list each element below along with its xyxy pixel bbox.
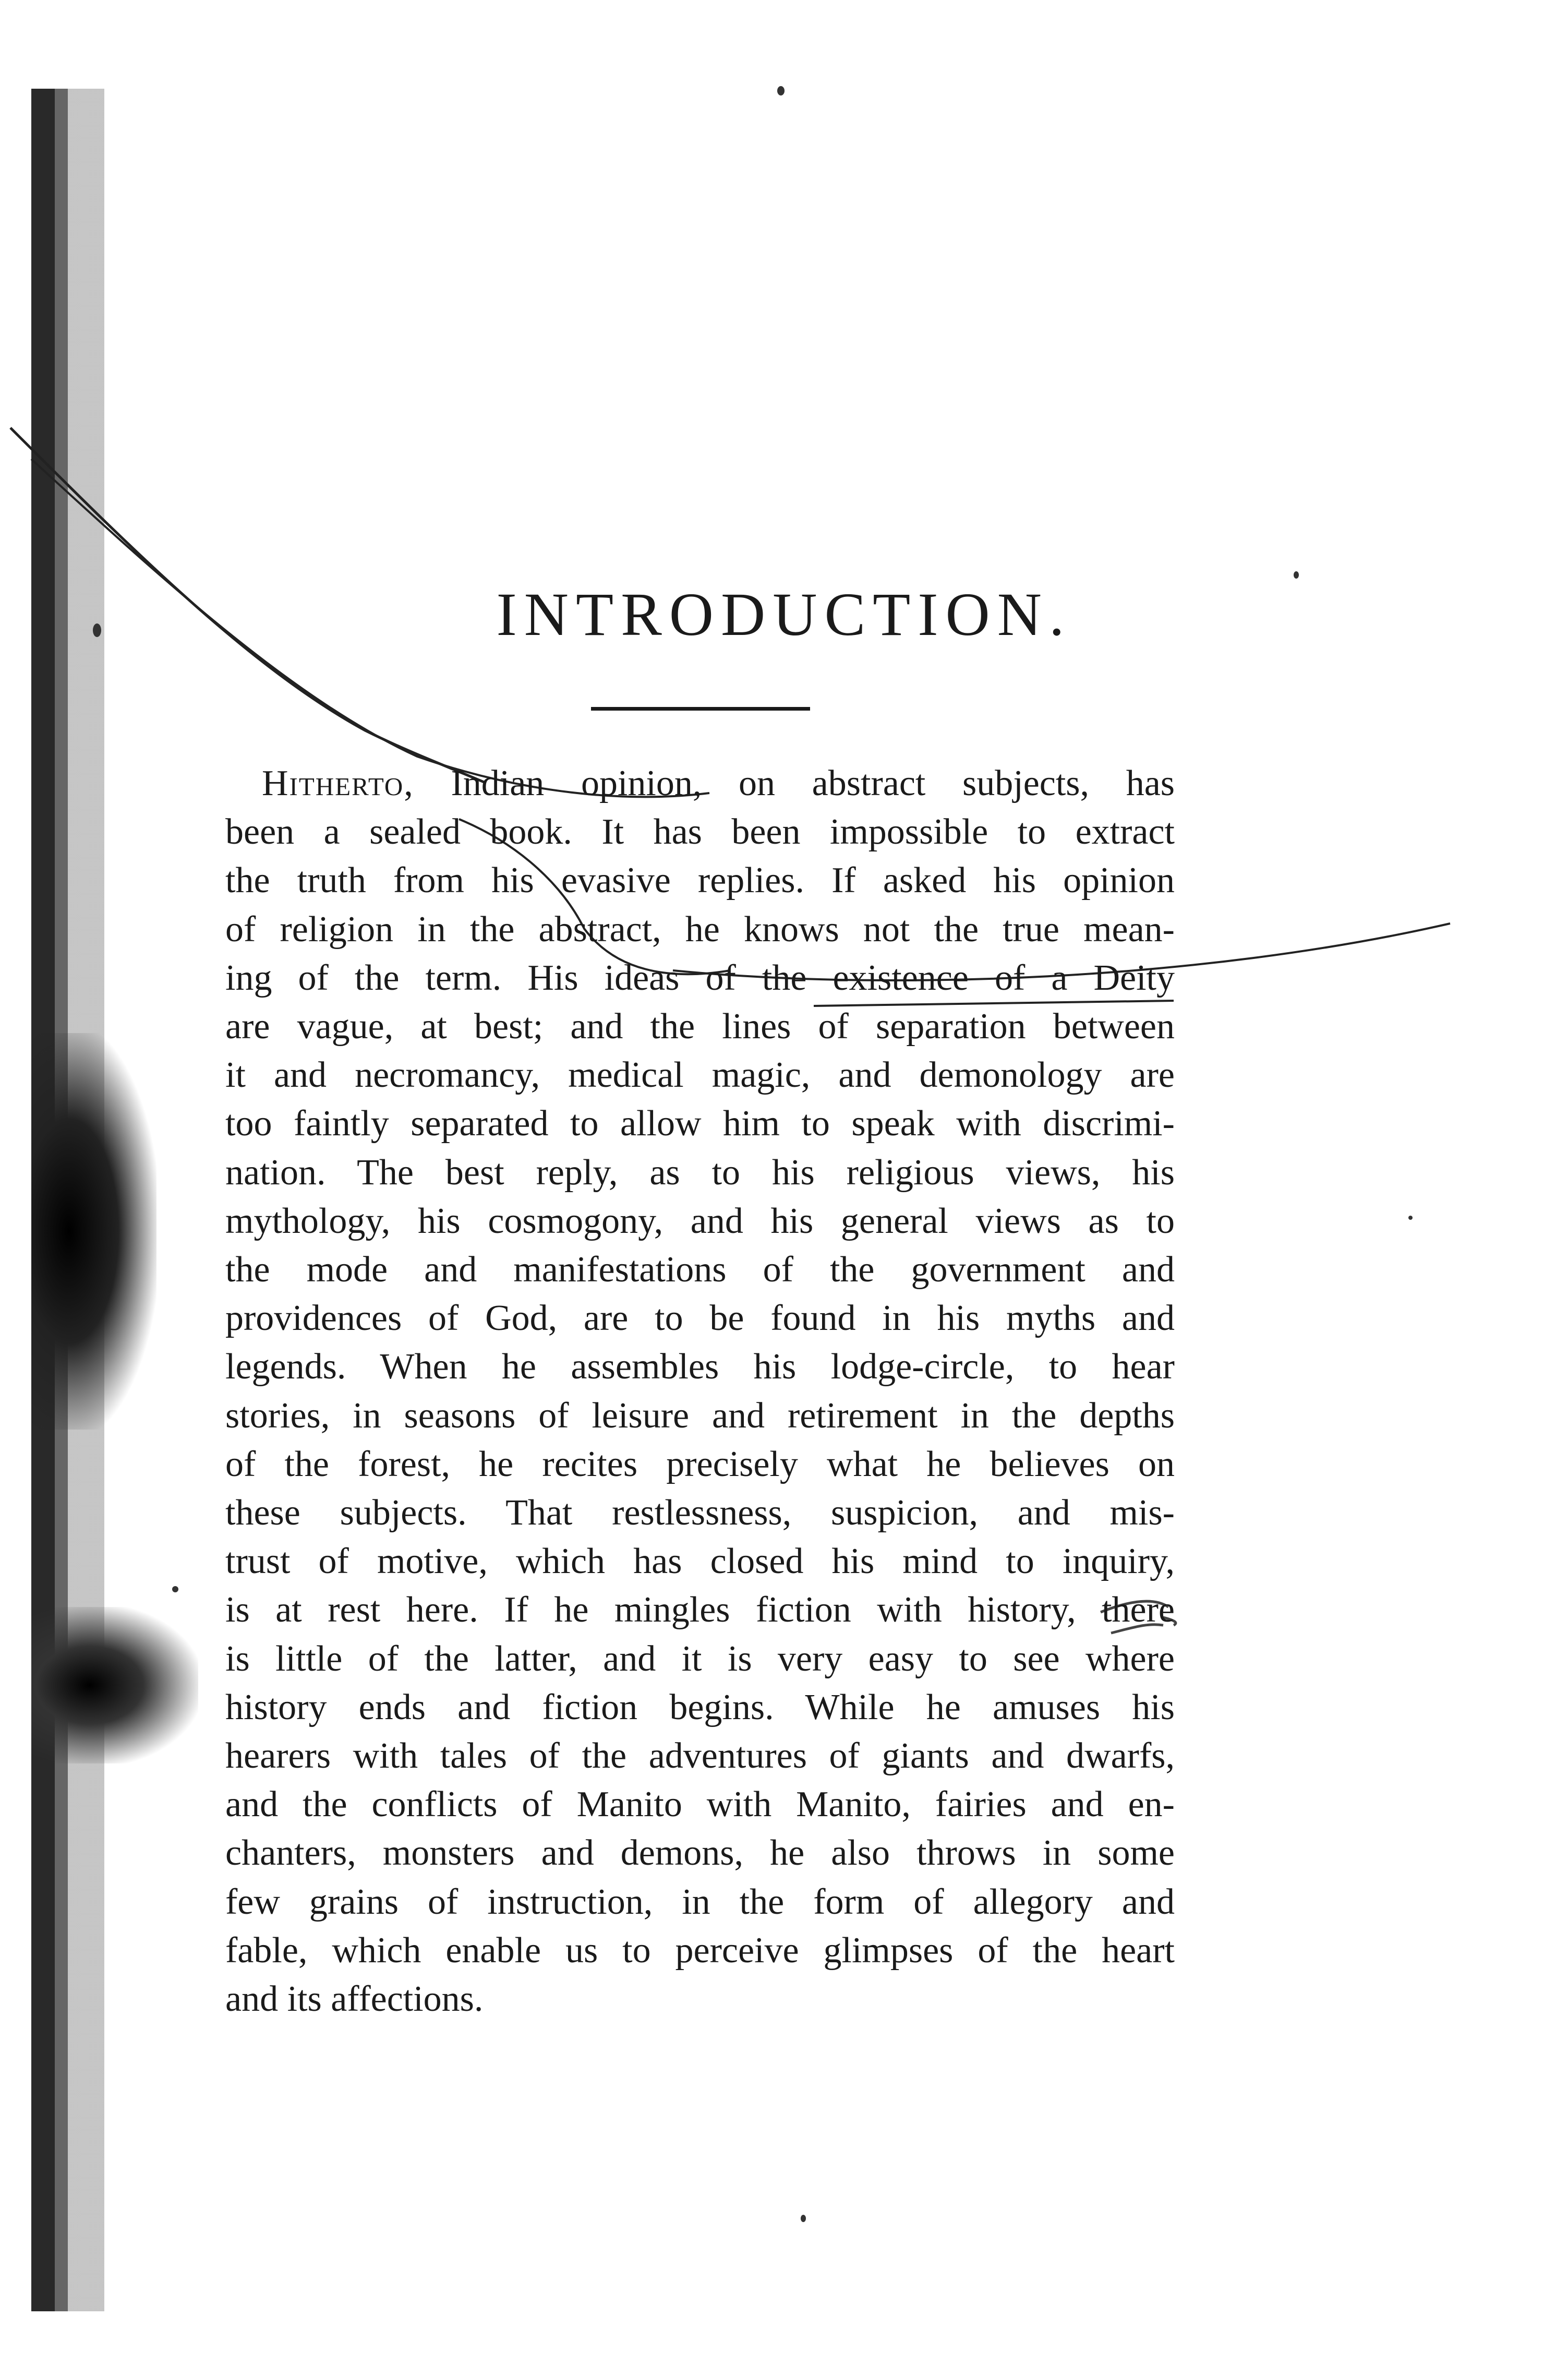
paper-speck bbox=[93, 623, 101, 637]
text-line: the truth from his evasive replies. If asked his opinion bbox=[225, 860, 1175, 901]
chapter-heading: INTRODUCTION. bbox=[496, 580, 1072, 649]
text-line: and its affections. bbox=[225, 1979, 484, 2020]
text-line: fable, which enable us to perceive glimpses of the heart bbox=[225, 1930, 1175, 1971]
introduction-paragraph bbox=[225, 759, 1175, 2023]
text-line: is at rest here. If he mingles fiction with history, there bbox=[225, 1590, 1175, 1630]
text-line: too faintly separated to allow him to speak with discrimi- bbox=[225, 1103, 1175, 1144]
paper-speck bbox=[1408, 1216, 1413, 1220]
text-line: these subjects. That restlessness, suspicion, and mis- bbox=[225, 1493, 1175, 1533]
text-line: is little of the latter, and it is very easy to see where bbox=[225, 1638, 1175, 1679]
text-line: nation. The best reply, as to his religious views, his bbox=[225, 1152, 1175, 1193]
text-line: hearers with tales of the adventures of giants and dwarfs, bbox=[225, 1736, 1175, 1777]
paper-speck bbox=[777, 86, 785, 95]
paper-speck bbox=[1294, 571, 1299, 579]
text-line: stories, in seasons of leisure and retirement in the depths bbox=[225, 1395, 1175, 1436]
text-line: are vague, at best; and the lines of separation between bbox=[225, 1006, 1175, 1047]
text-line: trust of motive, which has closed his mind to inquiry, bbox=[225, 1541, 1175, 1582]
text-line: few grains of instruction, in the form of allegory and bbox=[225, 1881, 1175, 1922]
text-line: ing of the term. His ideas of the existence of a Deity bbox=[225, 957, 1175, 998]
heading-divider bbox=[591, 707, 810, 711]
lead-word: Hitherto, bbox=[262, 763, 414, 803]
text-line: and the conflicts of Manito with Manito, fairies and en- bbox=[225, 1784, 1175, 1825]
text-line: the mode and manifestations of the government and bbox=[225, 1250, 1175, 1290]
text-line: mythology, his cosmogony, and his general views as to bbox=[225, 1201, 1175, 1241]
text-line: of the forest, he recites precisely what he believes on bbox=[225, 1444, 1175, 1484]
text-line: providences of God, are to be found in his myths and bbox=[225, 1298, 1175, 1339]
text-line: legends. When he assembles his lodge-circle, to hear bbox=[225, 1347, 1175, 1387]
paper-speck bbox=[172, 1586, 178, 1592]
paper-speck bbox=[801, 2215, 806, 2222]
text-line: of religion in the abstract, he knows not the true mean- bbox=[225, 909, 1175, 950]
text-line: history ends and fiction begins. While he amuses his bbox=[225, 1687, 1175, 1727]
text-line: been a sealed book. It has been impossible to extract bbox=[225, 812, 1175, 853]
text-line: chanters, monsters and demons, he also throws in some bbox=[225, 1833, 1175, 1874]
text-line: Hitherto, Indian opinion, on abstract subjects, has bbox=[262, 763, 1175, 803]
text-line: it and necromancy, medical magic, and demonology are bbox=[225, 1055, 1175, 1096]
